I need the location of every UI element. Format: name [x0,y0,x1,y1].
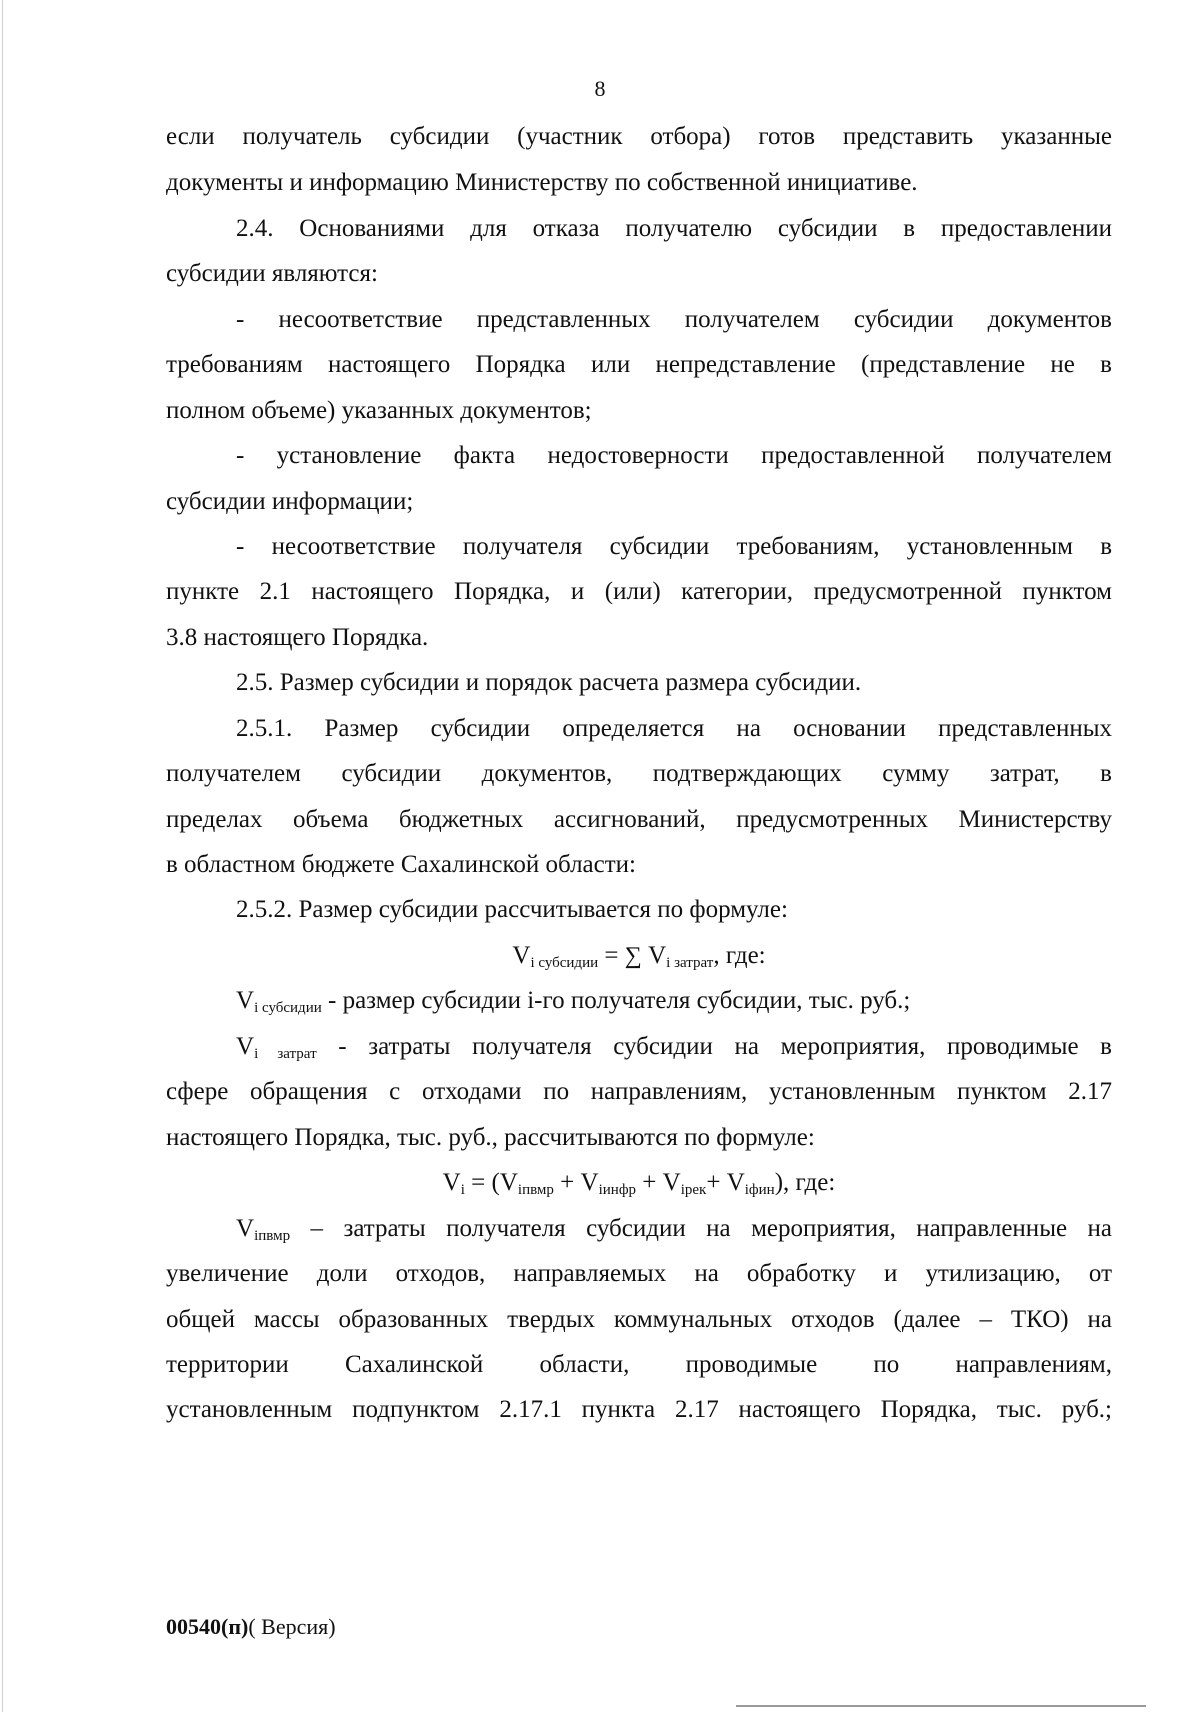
text-line-def3-2: увеличение доли отходов, направляемых на обработку и утилизацию, от [166,1260,1112,1287]
document-footer [166,1614,336,1640]
formula-costs [166,1166,1112,1200]
scan-edge-line [2,0,3,1712]
formula-tail: , где: [713,942,766,969]
formula-var: V [499,1169,518,1196]
text-line-17: в областном бюджете Сахалинской области: [166,851,636,878]
formula-subscript: i субсидии [530,955,599,971]
text-line-18: 2.5.2. Размер субсидии рассчитывается по формуле: [236,896,788,923]
text-line-5: - несоответствие представленных получателем субсидии документов [236,306,1112,333]
text-line-1: если получатель субсидии (участник отбора) готов представить указанные [166,123,1112,150]
formula-var: V [512,942,531,969]
formula-var: V [236,987,255,1014]
formula-subscript: iрек [680,1182,707,1198]
formula-plus: + [553,1169,581,1196]
text-line-def3-3: общей массы образованных твердых коммунальных отходов (далее – ТКО) на [166,1306,1112,1333]
text-line-12: 3.8 настоящего Порядка. [166,624,429,651]
document-code: 00540(п) [166,1614,249,1639]
bottom-rule [736,1705,1146,1707]
text-line-2: документы и информацию Министерству по собственной инициативе. [166,169,918,196]
text-line-3: 2.4. Основаниями для отказа получателю субсидии в предоставлении [236,215,1112,242]
formula-var: V [236,1033,255,1060]
document-version: ( Версия) [248,1614,336,1639]
text-line-11: пункте 2.1 настоящего Порядка, и (или) категории, предусмотренной пунктом [166,578,1112,605]
formula-var: V [580,1169,599,1196]
formula-subscript: iфин [744,1182,775,1198]
text-line-7: полном объеме) указанных документов; [166,397,592,424]
sum-symbol: ∑ [624,943,642,969]
formula-subscript: iпвмр [517,1182,554,1198]
formula-plus: + [636,1169,663,1196]
text-line-10: - несоответствие получателя субсидии требованиям, установленным в [236,533,1112,560]
formula-var: V [726,1169,745,1196]
text-line-14: 2.5.1. Размер субсидии определяется на основании представленных [236,715,1112,742]
definition-text: – затраты получателя субсидии на мероприятия, направленные на [290,1215,1112,1242]
formula-var: V [442,1169,461,1196]
definition-text: - размер субсидии i-го получателя субсидии, тыс. руб.; [321,987,911,1014]
text-line-15: получателем субсидии документов, подтверждающих сумму затрат, в [166,760,1112,787]
text-line-def2-2: сфере обращения с отходами по направлениям, установленным пунктом 2.17 [166,1078,1112,1105]
formula-subscript: iпвмр [254,1228,291,1244]
definition-subsidy [236,984,1112,1018]
page-number: 8 [594,76,606,101]
text-line-def3-5: установленным подпунктом 2.17.1 пункта 2.17 настоящего Порядка, тыс. руб.; [166,1396,1112,1423]
formula-subscript: i затрат [254,1046,317,1062]
formula-var: V [236,1215,255,1242]
formula-subscript: i затрат [666,955,714,971]
text-line-8: - установление факта недостоверности предоставленной получателем [236,442,1112,469]
definition-costs [236,1030,1112,1064]
text-line-9: субсидии информации; [166,488,414,515]
definition-pvmr [236,1212,1112,1246]
formula-equals: = [598,942,625,969]
text-line-13: 2.5. Размер субсидии и порядок расчета размера субсидии. [236,669,862,696]
formula-subscript: iинфр [598,1182,637,1198]
formula-tail: ), где: [774,1169,836,1196]
text-line-6: требованиям настоящего Порядка или непредставление (представление не в [166,351,1112,378]
formula-var: V [662,1169,681,1196]
text-line-def3-4: территории Сахалинской области, проводимые по направлениям, [166,1351,1112,1378]
text-line-16: пределах объема бюджетных ассигнований, предусмотренных Министерству [166,806,1112,833]
formula-equals: = ( [464,1169,500,1196]
formula-var: V [648,942,667,969]
formula-subscript: i субсидии [254,1000,322,1016]
formula-subsidy [166,939,1112,973]
definition-text: - затраты получателя субсидии на мероприятия, проводимые в [316,1033,1112,1060]
text-line-def2-3: настоящего Порядка, тыс. руб., рассчитываются по формуле: [166,1124,815,1151]
formula-subscript: i [460,1182,465,1198]
formula-plus: + [706,1169,727,1196]
text-line-4: субсидии являются: [166,260,378,287]
